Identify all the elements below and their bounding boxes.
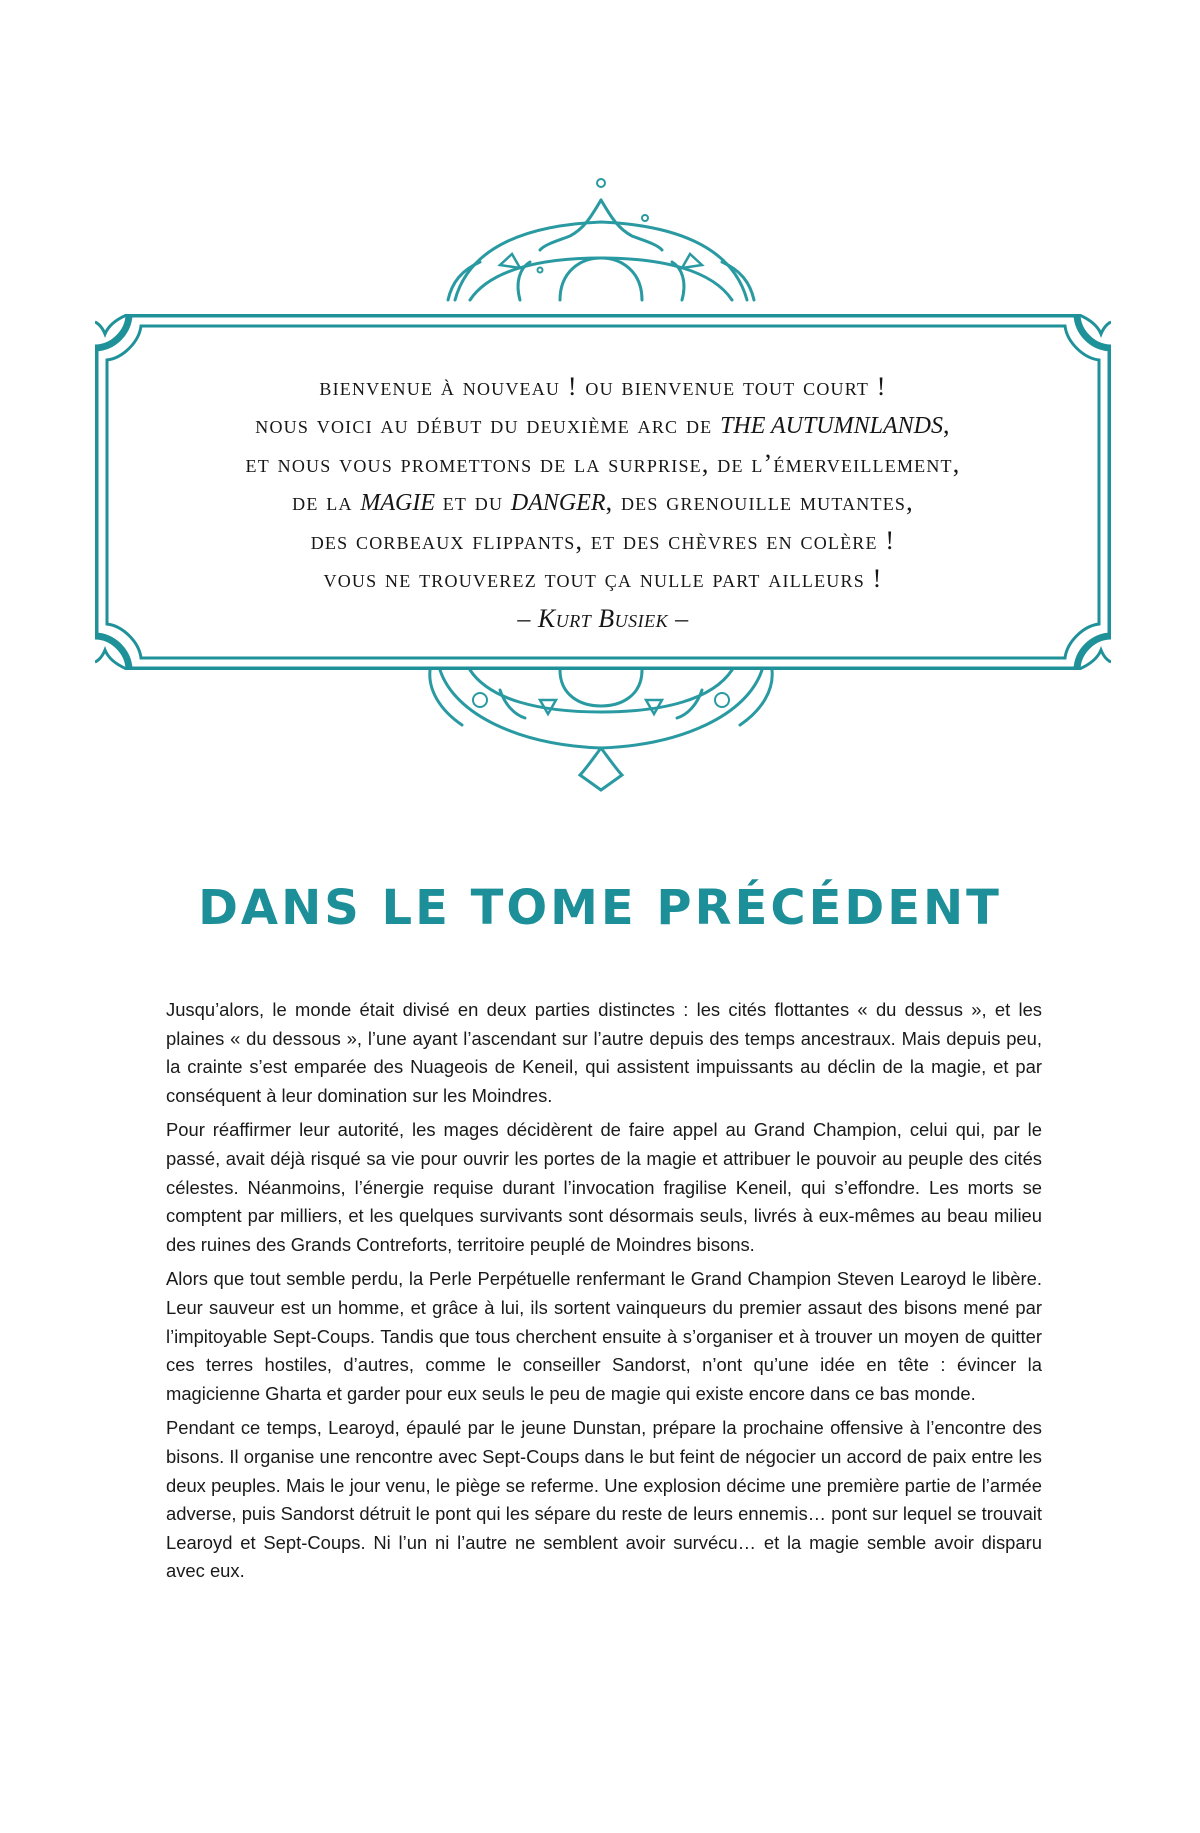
quote-author: – Kurt Busiek – [517, 604, 689, 633]
quote-danger-emphasis: DANGER [510, 490, 606, 516]
quote-line-1-text: bienvenue à nouveau ! ou bienvenue tout court ! [319, 372, 887, 401]
quote-line-4-end: , des grenouille mutantes, [605, 487, 914, 516]
quote-magie-emphasis: MAGIE [360, 490, 436, 516]
quote-line-4-mid: et du [435, 487, 511, 516]
quote-line-3-text: et nous vous promettons de la surprise, de l’émerveillement, [245, 449, 961, 478]
summary [166, 996, 1042, 1592]
summary-paragraph: Jusqu’alors, le monde était divisé en deux parties distinctes : les cités flottantes « du dessus », et les plaines « du dessous », l’une ayant l’ascendant sur l’autre depuis des temps ancestraux. Mais depuis peu, la crainte s’est emparée des Nuageois de Keneil, qui assistent impuissants au déclin de la magie, et par conséquent à leur domination sur les Moindres. [166, 999, 1042, 1106]
quote-line-1 [125, 368, 1081, 406]
quote-title-emphasis: THE AUTUMNLANDS [720, 413, 943, 439]
summary-paragraph: Pendant ce temps, Learoyd, épaulé par le jeune Dunstan, prépare la prochaine offensive à l’encontre des bisons. Il organise une rencontre avec Sept-Coups dans le but feint de négocier un accord de paix entre les deux peuples. Mais le jour venu, le piège se referme. Une explosion décime une première partie de l’armée adverse, puis Sandorst détruit le pont qui les sépare du reste de leurs ennemis… pont sur lequel se trouvait Learoyd et Sept-Coups. Ni l’un ni l’autre ne semblent avoir survécu… et la magie semble avoir disparu avec eux. [166, 1417, 1042, 1582]
mandala-ornament-bottom-icon [430, 670, 772, 790]
quote-line-2-text: nous voici au début du deuxième arc de [255, 410, 721, 439]
quote-line-2-end: , [943, 410, 951, 439]
quote-line-5-text: des corbeaux flippants, et des chèvres en colère ! [310, 526, 896, 555]
quote-line-4 [125, 483, 1081, 522]
quote-line-3 [125, 445, 1081, 483]
summary-paragraph: Pour réaffirmer leur autorité, les mages décidèrent de faire appel au Grand Champion, celui qui, par le passé, avait déjà risqué sa vie pour ouvrir les portes de la magie et attribuer le pouvoir au peuple des cités célestes. Néanmoins, l’énergie requise durant l’invocation fragilise Keneil, qui s’effondre. Les morts se comptent par milliers, et les quelques survivants sont désormais seuls, livrés à eux-mêmes au beau milieu des ruines des Grands Contreforts, territoire peuplé de Moindres bisons. [166, 1119, 1042, 1255]
quote-box [95, 314, 1111, 670]
quote-line-6-text: vous ne trouverez tout ça nulle part ailleurs ! [323, 564, 883, 593]
quote-line-2 [125, 406, 1081, 445]
quote-line-4-start: de la [292, 487, 361, 516]
quote-line-6 [125, 560, 1081, 598]
quote-text [125, 368, 1081, 638]
section-title: DANS LE TOME PRÉCÉDENT [198, 880, 1002, 936]
mandala-ornament-top-icon [448, 179, 754, 300]
summary-paragraph: Alors que tout semble perdu, la Perle Perpétuelle renfermant le Grand Champion Steven Learoyd le libère. Leur sauveur est un homme, et grâce à lui, ils sortent vainqueurs du premier assaut des bisons mené par l’impitoyable Sept-Coups. Tandis que tous cherchent ensuite à s’organiser et à trouver un moyen de quitter ces terres hostiles, d’autres, comme le conseiller Sandorst, n’ont qu’une idée en tête : évincer la magicienne Gharta et garder pour eux seuls le peu de magie qui existe encore dans ce bas monde. [166, 1268, 1042, 1404]
quote-line-5 [125, 522, 1081, 560]
